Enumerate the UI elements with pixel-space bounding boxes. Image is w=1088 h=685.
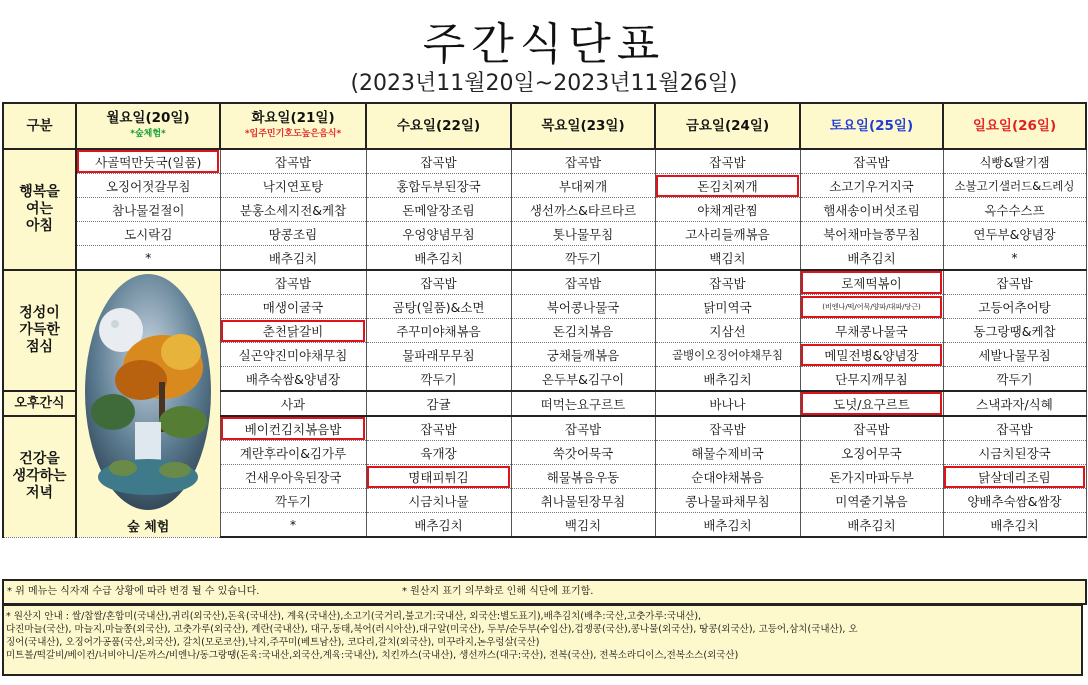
menu-cell: 실곤약진미야채무침 [220,343,366,367]
menu-cell: 잡곡밥 [220,270,366,295]
menu-cell: 닭미역국 [655,295,800,319]
menu-cell: 베이컨김치볶음밥 [220,416,366,441]
menu-cell: 잡곡밥 [943,416,1086,441]
menu-cell: 톳나물무침 [511,222,655,246]
menu-cell: 잡곡밥 [511,416,655,441]
menu-cell: 로제떡볶이 [800,270,943,295]
menu-cell: 매생이굴국 [220,295,366,319]
menu-cell: 낙지연포탕 [220,174,366,198]
menu-cell: 잡곡밥 [655,149,800,174]
menu-cell: 배추김치 [800,246,943,271]
breakfast-row [3,222,1086,246]
menu-cell: 소고기우거지국 [800,174,943,198]
menu-cell: 고등어추어탕 [943,295,1086,319]
lunch-row [3,270,1086,295]
menu-cell: 바나나 [655,391,800,416]
menu-cell: 깍두기 [511,246,655,271]
breakfast-row [3,174,1086,198]
menu-cell: 사골떡만둣국(일품) [76,149,220,174]
menu-cell: 잡곡밥 [366,416,511,441]
menu-cell: 곰탕(일품)&소면 [366,295,511,319]
menu-cell: 계란후라이&김가루 [220,441,366,465]
menu-cell: 배추김치 [655,367,800,392]
menu-cell: 땅콩조림 [220,222,366,246]
date-range: (2023년11월20일~2023년11월26일) [350,71,738,96]
menu-cell: 분홍소세지전&케찹 [220,198,366,222]
menu-cell: 잡곡밥 [220,149,366,174]
menu-cell: 깍두기 [366,367,511,392]
origin-line: 미트볼/떡갈비/베이컨/너비아니/돈까스/비엔나/동그랑땡(돈육:국내산,외국산,계육:국내산), 치킨까스(국내산), 생선까스(대구:국산), 전복(국산), 전복소라디이스,전복소스(외국산) [6,650,739,661]
origin-line: 다진마늘(국산), 마늘지,마늘쫑(외국산), 고춧가루(외국산), 계란(국내산), 대구,동태,북어(러시아산),대구알(미국산), 두부/순두부(수입산),겁쟁콩(국산),콩나물(외국산), 땅콩(외국산), 고등어,삼치(국내산), 오 [6,624,858,635]
day-header-sat: 토요일(25일) [800,103,943,149]
menu-cell: 무채콩나물국 [800,319,943,343]
menu-cell: 배추김치 [220,246,366,271]
menu-cell: 참나물겉절이 [76,198,220,222]
menu-cell: 도넛/요구르트 [800,391,943,416]
breakfast-row [3,198,1086,222]
header-row [3,103,1086,149]
menu-cell: 단무지깨무침 [800,367,943,392]
menu-cell: 소불고기샐러드&드레싱 [943,174,1086,198]
menu-cell: 깍두기 [943,367,1086,392]
menu-cell: 세발나물무침 [943,343,1086,367]
menu-cell: * [220,513,366,538]
menu-cell: (비엔나/떡/어묵/양파/대파/당근) [800,295,943,319]
menu-cell: 배추김치 [800,513,943,538]
section-dinner: 건강을 생각하는 저녁 [3,416,76,537]
menu-cell: 떠먹는요구르트 [511,391,655,416]
forest-illustration [76,270,220,537]
day-header-wed: 수요일(22일) [366,103,511,149]
menu-cell: 지삼선 [655,319,800,343]
menu-cell: 해물수제비국 [655,441,800,465]
menu-cell: 오징어무국 [800,441,943,465]
menu-cell: 배추김치 [366,246,511,271]
menu-cell: 양배추숙쌈&쌈장 [943,489,1086,513]
menu-cell: 고사리들깨볶음 [655,222,800,246]
menu-cell: 생선까스&타르타르 [511,198,655,222]
page-title: 주간식단표 [422,19,666,70]
origin-line: * 원산지 안내 : 쌀/찹쌀/혼합미(국내산),귀리(외국산),돈육(국내산), 계육(국내산),소고기(국거리,불고기:국내산, 외국산:별도표기),배추김치(배추:국산,고춧가루:국내산), [6,611,702,622]
menu-cell: 돈메알장조림 [366,198,511,222]
menu-cell: 쑥갓어묵국 [511,441,655,465]
menu-cell: 육개장 [366,441,511,465]
menu-cell: 잡곡밥 [800,149,943,174]
menu-cell: 동그랑땡&케찹 [943,319,1086,343]
menu-cell: 순대야채볶음 [655,465,800,489]
menu-cell: 명태피튀김 [366,465,511,489]
menu-cell: 잡곡밥 [655,270,800,295]
menu-cell: 잡곡밥 [366,149,511,174]
menu-cell: 잡곡밥 [943,270,1086,295]
menu-cell: 야채계란찜 [655,198,800,222]
menu-cell: 도시락김 [76,222,220,246]
menu-cell: 온두부&김구이 [511,367,655,392]
menu-cell: * [76,246,220,271]
menu-cell: 백김치 [655,246,800,271]
menu-cell: 잡곡밥 [511,270,655,295]
menu-cell: 춘천닭갈비 [220,319,366,343]
menu-cell: 미역줄기볶음 [800,489,943,513]
menu-cell: 배추김치 [943,513,1086,538]
menu-cell: 주꾸미야채볶음 [366,319,511,343]
menu-cell: 감귤 [366,391,511,416]
menu-cell: 시금치된장국 [943,441,1086,465]
menu-cell: 북어채마늘쫑무침 [800,222,943,246]
menu-cell: 잡곡밥 [366,270,511,295]
menu-cell: 돈김치찌개 [655,174,800,198]
menu-cell: 배추김치 [655,513,800,538]
day-header-thu: 목요일(23일) [511,103,655,149]
menu-cell: 닭살데리조림 [943,465,1086,489]
menu-cell: 홍합두부된장국 [366,174,511,198]
day-header-mon: 월요일(20일) *숲체험* [76,103,220,149]
menu-cell: 백김치 [511,513,655,538]
section-breakfast: 행복을 여는 아침 [3,149,76,270]
menu-cell: * [943,246,1086,271]
menu-cell: 스낵과자/식혜 [943,391,1086,416]
forest-moon-image [83,272,213,512]
menu-cell: 돈가지마파두부 [800,465,943,489]
menu-cell: 물파래무무침 [366,343,511,367]
menu-cell: 북어콩나물국 [511,295,655,319]
day-header-fri: 금요일(24일) [655,103,800,149]
section-snack: 오후간식 [3,391,76,416]
menu-cell: 우엉양념무침 [366,222,511,246]
menu-cell: 옥수수스프 [943,198,1086,222]
notice-bar [2,579,1087,605]
menu-cell: 오징어젓갈무침 [76,174,220,198]
menu-cell: 콩나물파채무침 [655,489,800,513]
day-header-sun: 일요일(26일) [943,103,1086,149]
breakfast-row [3,149,1086,174]
menu-cell: 취나물된장무침 [511,489,655,513]
menu-cell: 잡곡밥 [511,149,655,174]
category-header: 구분 [3,103,76,149]
breakfast-row [3,246,1086,271]
section-lunch: 정성이 가득한 점심 [3,270,76,391]
menu-cell: 깍두기 [220,489,366,513]
menu-cell: 배추김치 [366,513,511,538]
menu-cell: 연두부&양념장 [943,222,1086,246]
menu-cell: 부대찌개 [511,174,655,198]
menu-cell: 배추숙쌈&양념장 [220,367,366,392]
menu-cell: 메밀전병&양념장 [800,343,943,367]
menu-cell: 잡곡밥 [655,416,800,441]
menu-cell: 돈김치볶음 [511,319,655,343]
weekly-menu-table [2,102,1087,538]
menu-cell: 사과 [220,391,366,416]
menu-cell: 식빵&딸기잼 [943,149,1086,174]
origin-line: 징어(국내산), 오징어가공품(국산,외국산), 갈치(모로코산),낙지,주꾸미(베트남산), 코다리,갈치(외국산), 미꾸라지,논우렁살(국산) [6,637,540,648]
menu-cell: 시금치나물 [366,489,511,513]
forest-caption: 숲 체험 [127,520,170,536]
menu-cell: 햄새송이버섯조림 [800,198,943,222]
menu-cell: 잡곡밥 [800,416,943,441]
notice-origin: * 원산지 표기 의무화로 인해 식단에 표기함. [402,586,594,597]
origin-info [2,604,1083,676]
day-header-tue: 화요일(21일) *입주민기호도높은음식* [220,103,366,149]
menu-cell: 골뱅이오징어야채무침 [655,343,800,367]
notice-change: * 위 메뉴는 식자재 수급 상황에 따라 변경 될 수 있습니다. [7,586,260,597]
menu-cell: 궁채들깨볶음 [511,343,655,367]
menu-cell: 건새우아욱된장국 [220,465,366,489]
menu-cell: 해물볶음우동 [511,465,655,489]
